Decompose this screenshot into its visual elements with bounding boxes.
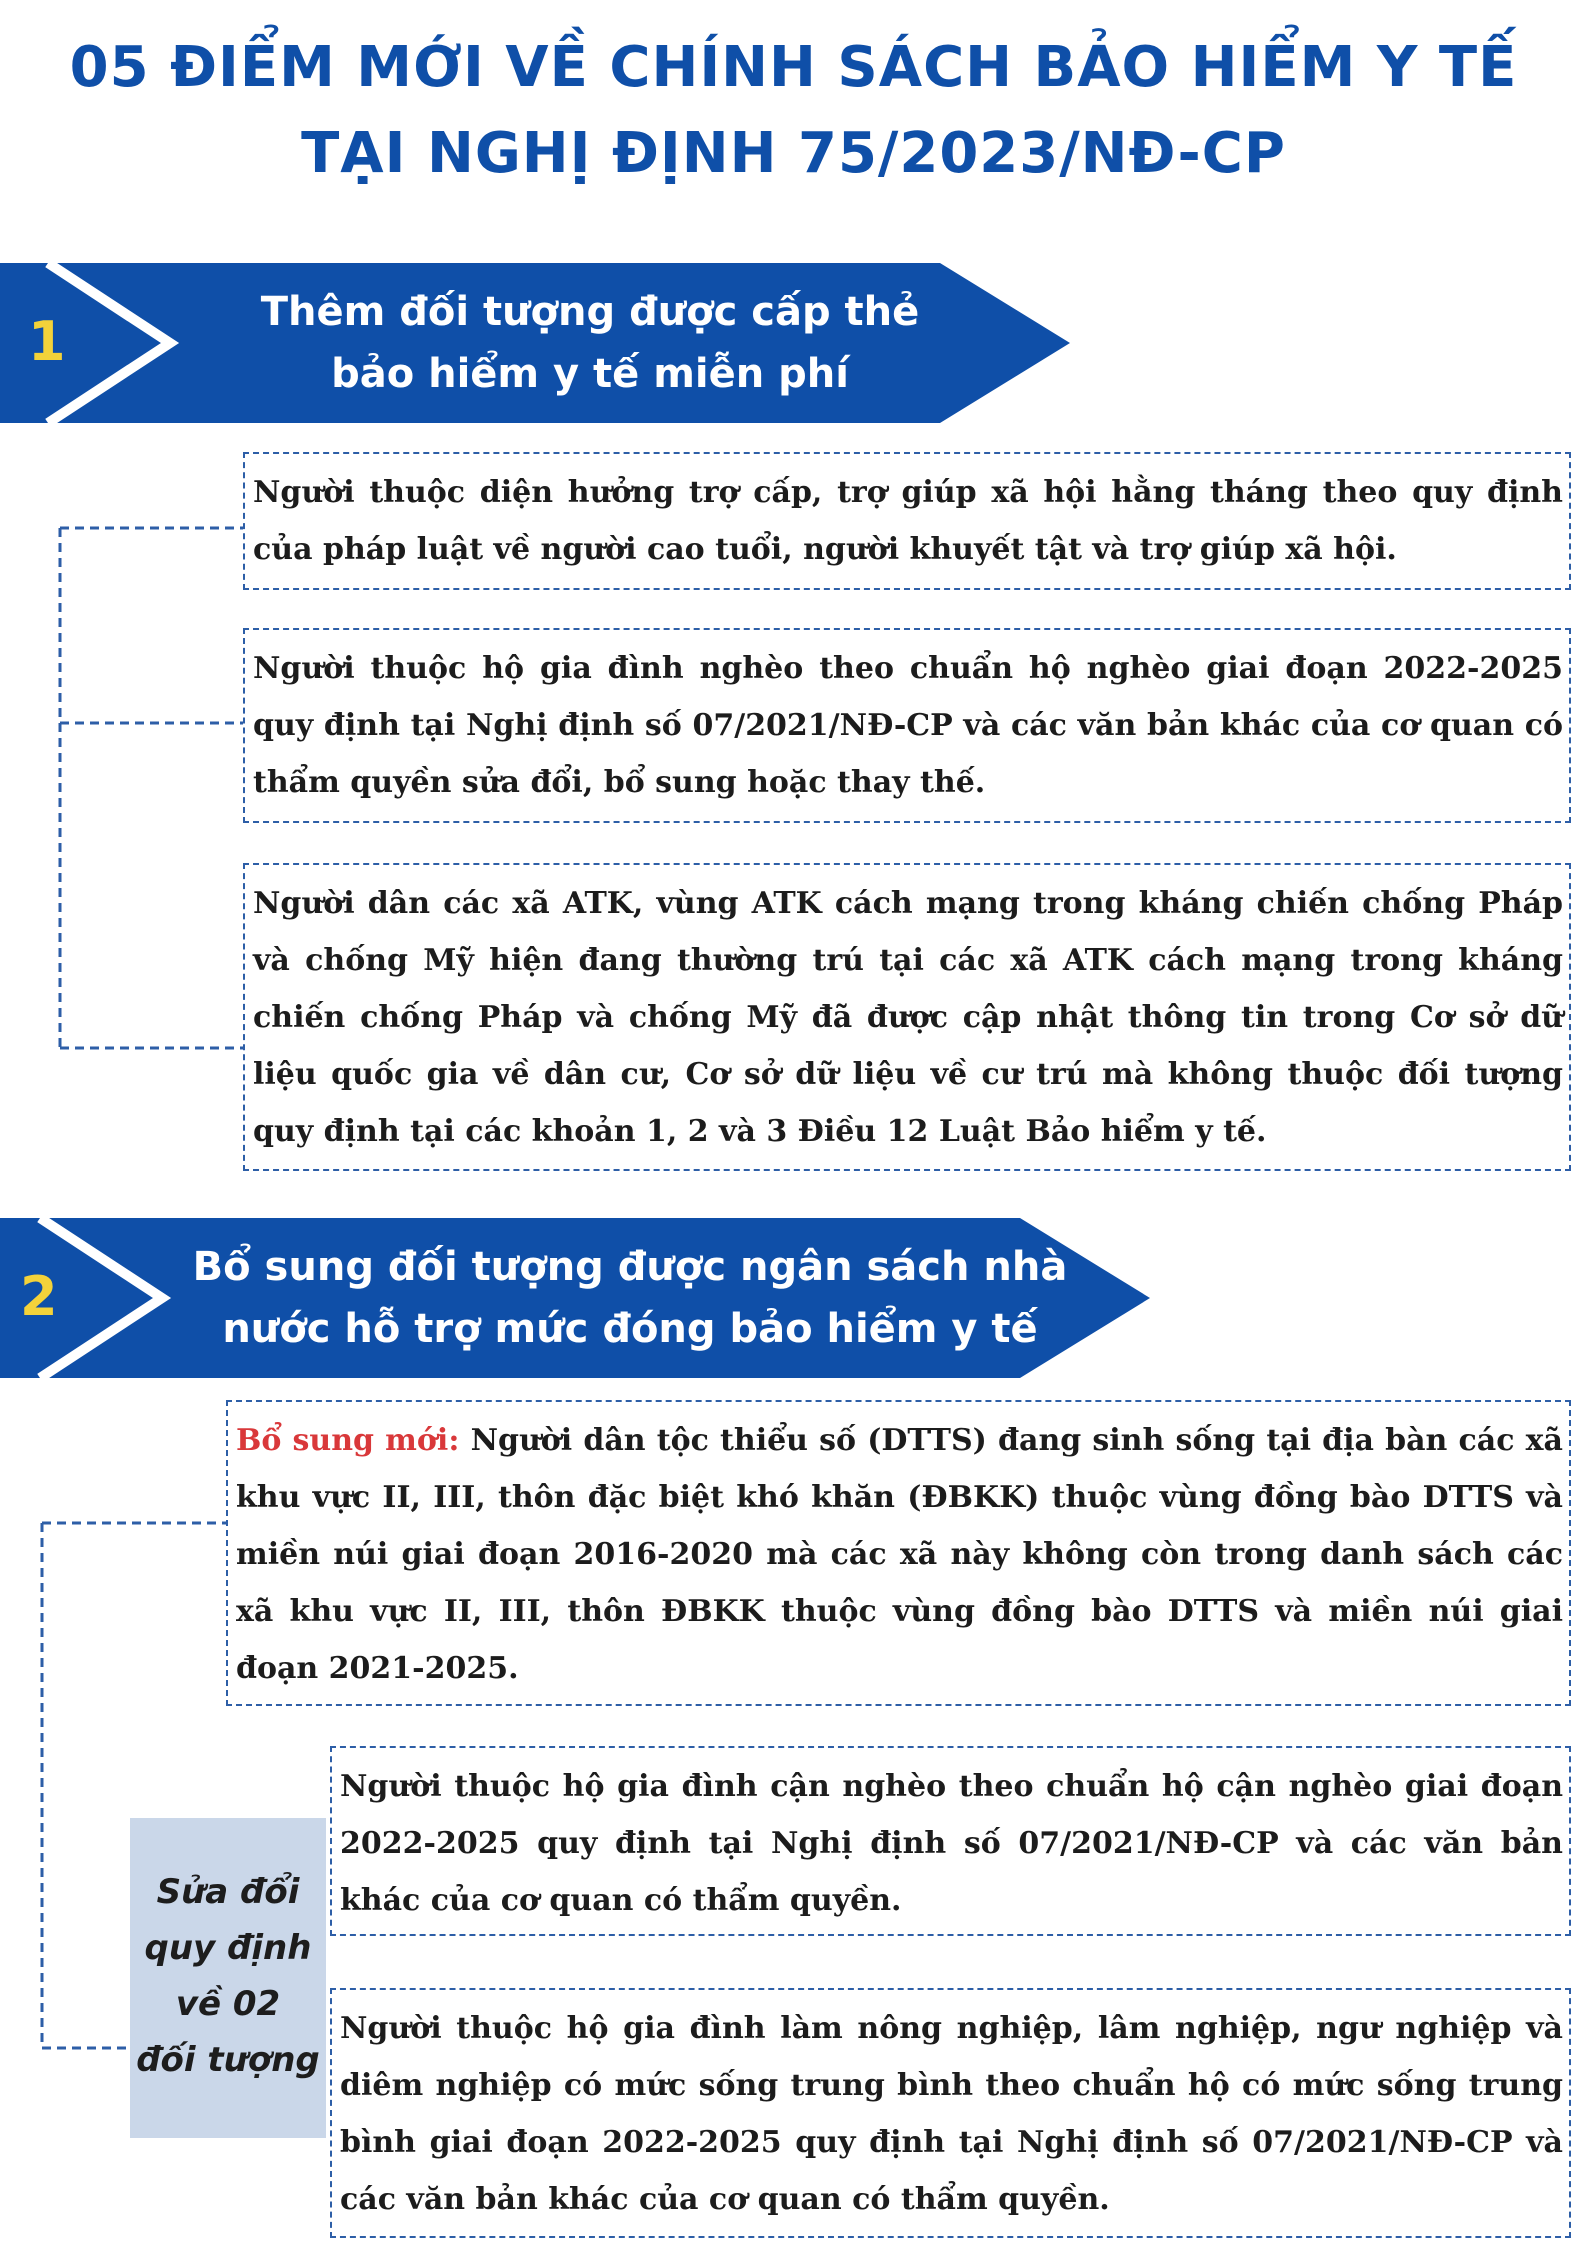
section-2-item-2: Người thuộc hộ gia đình làm nông nghiệp, lâm nghiệp, ngư nghiệp và diêm nghiệp có mức sống trung bình theo chuẩn hộ có mức sống trung bình giai đoạn 2022-2025 quy định tại Nghị định số 07/2021/NĐ-CP và các văn bản khác của cơ quan có thẩm quyền. [330,1988,1571,2238]
section-1-heading-line-2: bảo hiểm y tế miễn phí [331,351,849,397]
section-1-number: 1 [28,310,66,373]
section-2-new-item: Bổ sung mới: Người dân tộc thiểu số (DTTS) đang sinh sống tại địa bàn các xã khu vực II, III, thôn đặc biệt khó khăn (ĐBKK) thuộc vùng đồng bào DTTS và miền núi giai đoạn 2016-2020 mà các xã này không còn trong danh sách các xã khu vực II, III, thôn ĐBKK thuộc vùng đồng bào DTTS và miền núi giai đoạn 2021-2025. [226,1400,1571,1706]
section-1-heading [210,281,970,405]
section-2-number: 2 [20,1265,58,1328]
section-2-heading [180,1236,1080,1360]
amendment-label: Sửa đổi quy định về 02 đối tượng [130,1818,326,2138]
page-title-line-1: 05 ĐIỂM MỚI VỀ CHÍNH SÁCH BẢO HIỂM Y TẾ [69,35,1518,100]
section-2-heading-line-2: nước hỗ trợ mức đóng bảo hiểm y tế [222,1306,1038,1352]
section-1-item-3: Người dân các xã ATK, vùng ATK cách mạng trong kháng chiến chống Pháp và chống Mỹ hiện đang thường trú tại các xã ATK cách mạng trong kháng chiến chống Pháp và chống Mỹ đã được cập nhật thông tin trong Cơ sở dữ liệu quốc gia về dân cư, Cơ sở dữ liệu về cư trú mà không thuộc đối tượng quy định tại các khoản 1, 2 và 3 Điều 12 Luật Bảo hiểm y tế. [243,863,1571,1171]
section-1-item-1: Người thuộc diện hưởng trợ cấp, trợ giúp xã hội hằng tháng theo quy định của pháp luật về người cao tuổi, người khuyết tật và trợ giúp xã hội. [243,452,1571,590]
page-title-line-2: TẠI NGHỊ ĐỊNH 75/2023/NĐ-CP [301,121,1286,186]
section-1-heading-line-1: Thêm đối tượng được cấp thẻ [260,289,920,335]
section-1-item-2: Người thuộc hộ gia đình nghèo theo chuẩn hộ nghèo giai đoạn 2022-2025 quy định tại Nghị định số 07/2021/NĐ-CP và các văn bản khác của cơ quan có thẩm quyền sửa đổi, bổ sung hoặc thay thế. [243,628,1571,823]
new-addition-label: Bổ sung mới: [236,1423,460,1458]
section-2-heading-line-1: Bổ sung đối tượng được ngân sách nhà [192,1244,1068,1290]
section-2-item-1: Người thuộc hộ gia đình cận nghèo theo chuẩn hộ cận nghèo giai đoạn 2022-2025 quy định tại Nghị định số 07/2021/NĐ-CP và các văn bản khác của cơ quan có thẩm quyền. [330,1746,1571,1936]
